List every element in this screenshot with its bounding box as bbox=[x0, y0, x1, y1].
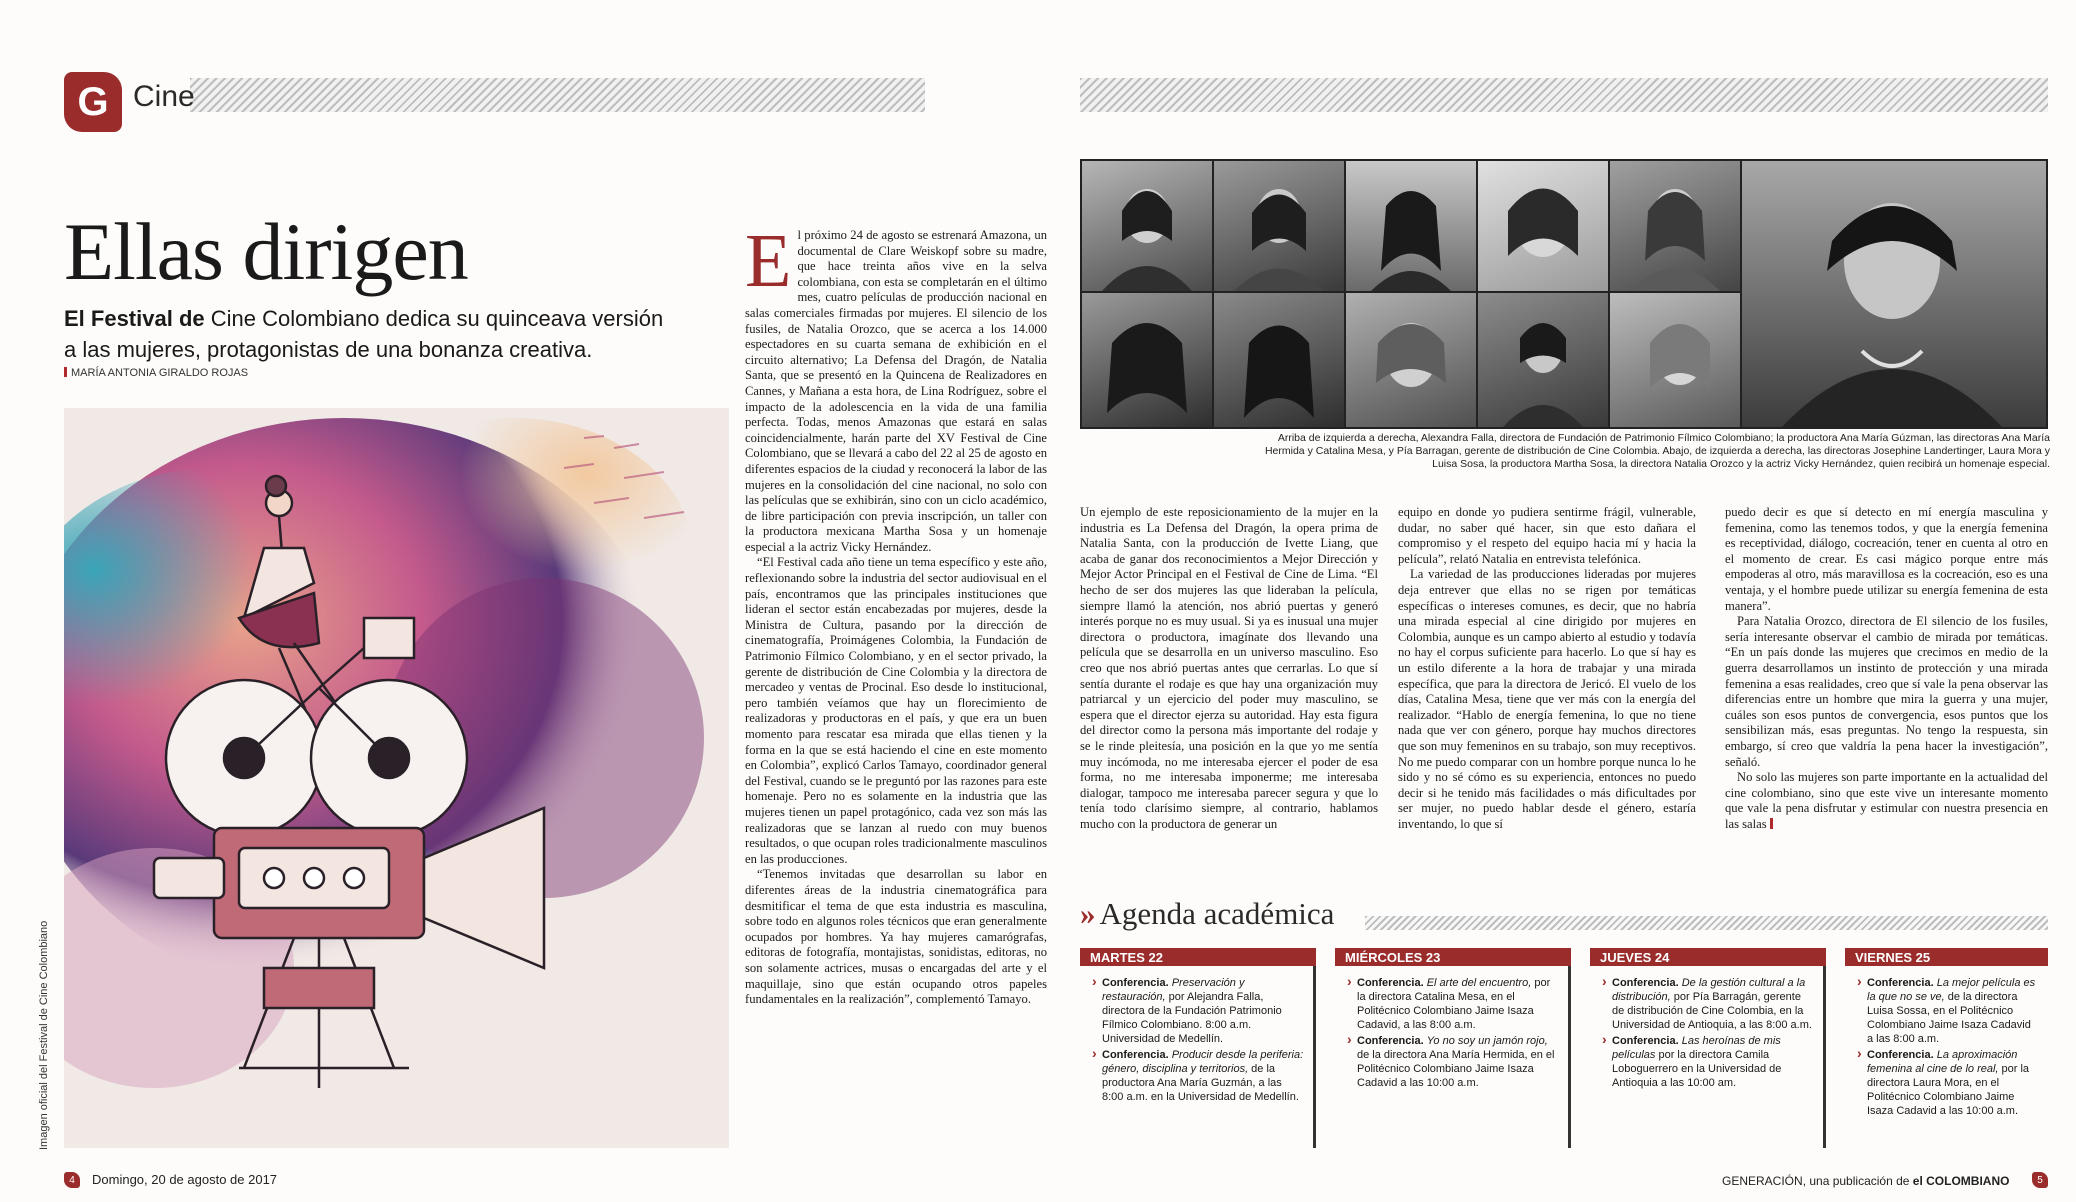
portrait-grid bbox=[1080, 159, 2048, 429]
article-column-1 bbox=[745, 219, 1047, 1008]
agenda-item-title: Yo no soy un jamón rojo, bbox=[1426, 1035, 1548, 1047]
agenda-day-body bbox=[1335, 966, 1571, 1148]
article-paragraph bbox=[1725, 770, 2048, 832]
agenda-item bbox=[1347, 976, 1560, 1032]
article-column-4 bbox=[1725, 505, 2048, 832]
agenda-item-kind: Conferencia. bbox=[1867, 1049, 1934, 1061]
subhead-rest: Cine Colombiano dedica su quinceava versión a las mujeres, protagonistas de una bonanza creativa. bbox=[64, 306, 664, 362]
portrait-photo bbox=[1610, 161, 1740, 291]
agenda-item-title: Preservación y restauración, bbox=[1102, 977, 1245, 1003]
agenda-item-detail: por Pía Barragán, gerente de distribución de Cine Colombia, en la Universidad de Antioquia, a las 8:00 a.m. bbox=[1612, 991, 1812, 1031]
agenda-item-kind: Conferencia. bbox=[1612, 1035, 1679, 1047]
paragraph-text: No solo las mujeres son parte importante en la actualidad del cine colombiano, sino que este vive un interesante momento que vale la pena disfrutar y estimular con nuestra presencia en las salas bbox=[1725, 770, 2048, 831]
agenda-day bbox=[1845, 948, 2048, 1148]
agenda-item-detail: de la directora Ana María Hermida, en el Politécnico Colombiano Jaime Isaza Cadavid a las 10:00 a.m. bbox=[1357, 1049, 1555, 1089]
agenda-item-kind: Conferencia. bbox=[1357, 1035, 1424, 1047]
article-column-3 bbox=[1398, 505, 1696, 832]
article-paragraph bbox=[745, 219, 1047, 555]
portrait-photo bbox=[1214, 293, 1344, 427]
paragraph-text: l próximo 24 de agosto se estrenará Amazona, un documental de Clare Weiskopf sobre su madre, que hace treinta años vive en la selva colombiana, con esta se completarán en el último mes, cuatro películas de producción nacional en salas comerciales firmadas por mujeres. El silencio de los fusiles, de Natalia Orozco, que se acerca a los 14.000 espectadores en su cuarta semana de exhibición en el circuito alternativo; La Defensa del Dragón, de Natalia Santa, que se presentó en la Quincena de Realizadores en Cannes, y Mañana a esta hora, de Lina Rodríguez, sobre el impacto de la adolescencia en la vida de una familia perfecta. Todas, menos Amazonas que estará en salas coincidencialmente, harán parte del XV Festival de Cine Colombiano, que se llevará a cabo del 22 al 25 de agosto en diferentes espacios de la ciudad y reconocerá la labor de las mujeres en la consolidación del cine nacional, no solo con las películas que se exhibirán, sino con un ciclo académico, de libre participación con previa inscripción, un taller con la productora mexicana Martha Sosa y un homenaje especial a la actriz Vicky Hernández. bbox=[745, 228, 1047, 554]
festival-illustration bbox=[64, 408, 729, 1148]
article-paragraph: “Tenemos invitadas que desarrollan su labor en diferentes áreas de la industria cinematográfica para desmitificar el tema de que esta industria es masculina, sobre todo en algunos roles técnicos que eran generalmente ocupados por hombres. Ya hay mujeres camarógrafas, editoras de fotografía, montajistas, sonidistas, editoras, no son solamente actrices, musas o encargadas del arte y el maquillaje, sino que están ocupando otros papeles fundamentales en la realización”, complementó Tamayo. bbox=[745, 867, 1047, 1007]
publication-connector: , una publicación de bbox=[1802, 1174, 1913, 1188]
byline: MARÍA ANTONIA GIRALDO ROJAS bbox=[64, 367, 248, 379]
portrait-photo bbox=[1610, 293, 1740, 427]
portrait-photo bbox=[1346, 161, 1476, 291]
agenda-item-detail: por Alejandra Falla, directora de la Fundación Patrimonio Fílmico Colombiano. 8:00 a.m. Universidad de Medellín. bbox=[1102, 991, 1282, 1045]
publication-credit bbox=[1722, 1174, 2009, 1188]
portrait-photo bbox=[1082, 293, 1212, 427]
agenda-item bbox=[1857, 1048, 2040, 1118]
agenda-item bbox=[1092, 976, 1305, 1046]
agenda-item-detail: de la directora Luisa Sossa, en el Politécnico Colombiano Jaime Isaza Cadavid a las 8:00 a.m. bbox=[1867, 991, 2031, 1045]
section-label: Cine bbox=[133, 80, 195, 113]
agenda-item-title: La mejor película es la que no se ve, bbox=[1867, 977, 2036, 1003]
agenda-item-detail: por la directora Catalina Mesa, en el Politécnico Colombiano Jaime Isaza Cadavid, a las 8:00 a.m. bbox=[1357, 977, 1551, 1031]
agenda-item-title: El arte del encuentro, bbox=[1426, 977, 1532, 989]
agenda-title bbox=[1080, 896, 1334, 932]
article-paragraph: Para Natalia Orozco, directora de El silencio de los fusiles, sería interesante observar el cambio de mirada por temáticas. “En un país donde las mujeres que crecimos en medio de la guerra desarrollamos un instinto de protección y una mirada femenina a esas realidades, creo que sí vale la pena observar las diferencias entre un hombre que mira la guerra y una mujer, cuáles son esos puntos de convergencia, esos puntos que los sensibilizan más, esas preguntas. No tengo la respuesta, sin embargo, sí creo que valdría la pena hacer la investigación”, señaló. bbox=[1725, 614, 2048, 769]
portrait-photo bbox=[1478, 161, 1608, 291]
headline: Ellas dirigen bbox=[64, 206, 468, 297]
article-paragraph: La variedad de las producciones lideradas por mujeres deja entrever que ellas no se rigen por temáticas específicas o intereses comunes, es decir, que no habría una mirada especial al cine dirigido por mujeres en Colombia, aunque es un campo abierto al estudio y todavía no hay el corpus suficiente para hacerlo. Lo que sí hay es un estilo diferente a la hora de trabajar y una mirada específica, que para la directora de Jericó. El vuelo de los días, Catalina Mesa, tiene que ver más con la energía del realizador. “Hablo de energía femenina, lo que no tiene nada que ver con género, porque hay muchos directores que son muy femeninos en su trabajo, son muy receptivos. No me puedo comparar con un hombre porque nunca lo he sido y no sé cómo es su experiencia, entonces no puedo decir si he tenido más facilidades o más dificultades por ser mujer, no puedo hablar desde el género, estaría inventando, lo que sí bbox=[1398, 567, 1696, 831]
agenda-day-body bbox=[1845, 966, 2048, 1148]
portrait-photo bbox=[1478, 293, 1608, 427]
agenda-item-kind: Conferencia. bbox=[1102, 1049, 1169, 1061]
agenda-item bbox=[1602, 976, 1815, 1032]
publication-name: GENERACIÓN bbox=[1722, 1174, 1803, 1188]
subhead bbox=[64, 303, 664, 365]
agenda-item-detail: por la directora Laura Mora, en el Politécnico Colombiano Jaime Isaza Cadavid a las 10:00 a.m. bbox=[1867, 1063, 2030, 1117]
agenda-item bbox=[1092, 1048, 1305, 1104]
agenda-day-header: MIÉRCOLES 23 bbox=[1335, 948, 1571, 966]
agenda-item bbox=[1347, 1034, 1560, 1090]
page-number-right: 5 bbox=[2032, 1172, 2048, 1188]
agenda-item bbox=[1857, 976, 2040, 1046]
article-column-2 bbox=[1080, 505, 1378, 832]
article-paragraph: equipo en donde yo pudiera sentirme frágil, vulnerable, dudar, no saber qué hacer, sin que esto dañara el compromiso y el respeto del equipo hacia mí y hacia la película”, relató Natalia en entrevista telefónica. bbox=[1398, 505, 1696, 566]
portrait-photo bbox=[1082, 161, 1212, 291]
article-paragraph: puedo decir es que sí detecto en mí energía masculina y femenina, como las tenemos todos, y que la energía femenina es receptividad, diálogo, cocreación, tener en cuenta al otro en el momento de crear. Es casi mágico porque entre más empoderas al otro, más maravillosa es la cocreación, eso es una ventaja, y el hombre puede utilizar su energía femenina de esta manera”. bbox=[1725, 505, 2048, 613]
issue-date: Domingo, 20 de agosto de 2017 bbox=[92, 1172, 278, 1187]
agenda-day bbox=[1080, 948, 1316, 1148]
dropcap: E bbox=[745, 219, 792, 303]
article-paragraph: Un ejemplo de este reposicionamiento de la mujer en la industria es La Defensa del Dragón, la opera prima de Natalia Santa, con la producción de Ivette Liang, que acaba de ganar dos reconocimientos a Mejor Dirección y Mejor Actor Principal en el Festival de Cine de Lima. “El hecho de ser dos mujeres las que lideraban la película, siempre llamó la atención, nos abrió puertas y generó interés porque no es muy usual. Si ya es inusual una mujer directora o productora, imagínate dos llevando una película que se desarrolla en un universo masculino. Eso creo que nos abrió puertas antes que cerrarlas. Lo que sí sentía durante el rodaje es que hay una organización muy patriarcal y un ejercicio del poder muy masculino, se espera que el director ejerza su autoridad. Hay esta figura del director como la persona más importante del rodaje y se le rinde pleitesía, una posición en la que yo me sentía muy incómoda, no me interesaba ejercer el poder de esa forma, no me interesaba imponerme; me interesaba dialogar, tampoco me interesaba parecer segura y que lo tenía todo clarísimo siempre, al contrario, hablamos mucho con la productora de generar un bbox=[1080, 505, 1378, 831]
agenda-item-kind: Conferencia. bbox=[1357, 977, 1424, 989]
agenda-day bbox=[1335, 948, 1571, 1148]
agenda-rule bbox=[1365, 916, 2048, 930]
page-number-left: 4 bbox=[64, 1172, 80, 1188]
agenda-day-body bbox=[1080, 966, 1316, 1148]
agenda-item-kind: Conferencia. bbox=[1102, 977, 1169, 989]
portrait-photo bbox=[1346, 293, 1476, 427]
agenda-day-header: VIERNES 25 bbox=[1845, 948, 2048, 966]
header-band-right bbox=[1080, 78, 2048, 112]
subhead-lead: El Festival de bbox=[64, 306, 205, 331]
portrait-photo bbox=[1214, 161, 1344, 291]
agenda-day bbox=[1590, 948, 1826, 1148]
agenda-item-title: La aproximación femenina al cine de lo real, bbox=[1867, 1049, 2018, 1075]
agenda-item-kind: Conferencia. bbox=[1612, 977, 1679, 989]
agenda-day-header: JUEVES 24 bbox=[1590, 948, 1826, 966]
agenda-item-detail: por la directora Camila Loboguerrero en la Universidad de Antioquia a las 10:00 am. bbox=[1612, 1049, 1782, 1089]
publisher-brand: el COLOMBIANO bbox=[1912, 1174, 2010, 1188]
chevron-right-icon: » bbox=[1080, 896, 1096, 931]
illustration-svg bbox=[64, 408, 729, 1148]
illustration-credit: Imagen oficial del Festival de Cine Colombiano bbox=[38, 920, 50, 1150]
agenda-item-title: Las heroínas de mis películas bbox=[1612, 1035, 1781, 1061]
header-band-left bbox=[190, 78, 925, 112]
agenda-item-detail: de la productora Ana María Guzmán, a las 8:00 a.m. en la Universidad de Medellín. bbox=[1102, 1063, 1299, 1103]
section-logo: G bbox=[64, 72, 122, 132]
agenda-item-title: De la gestión cultural a la distribución, bbox=[1612, 977, 1806, 1003]
agenda-title-text: Agenda académica bbox=[1099, 896, 1335, 931]
end-mark bbox=[1770, 818, 1773, 829]
portrait-photo-large bbox=[1742, 161, 2046, 427]
agenda-item-kind: Conferencia. bbox=[1867, 977, 1934, 989]
agenda-day-body bbox=[1590, 966, 1826, 1148]
agenda-item bbox=[1602, 1034, 1815, 1090]
agenda-day-header: MARTES 22 bbox=[1080, 948, 1316, 966]
article-paragraph: “El Festival cada año tiene un tema específico y este año, reflexionando sobre la industria del sector audiovisual en el país, encontramos que las principales instituciones que lideran el sector están encabezadas por mujeres, desde la Ministra de Cultura, pasando por la dirección de cinematografía, Proimágenes Colombia, la Fundación de Patrimonio Fílmico Colombiano, y en el sector privado, la gerente de distribución de Cine Colombia y la directora de mercadeo y ventas de Procinal. Eso desde lo institucional, pero también veíamos que hay un florecimiento de realizadoras y productoras en el país, y que era un buen momento para rescatar esa mirada que ellas tienen y la forma en la que se está haciendo el cine en este momento en Colombia”, explicó Carlos Tamayo, coordinador general del Festival, cuando se le preguntó por las razones para este homenaje. Pero no es solamente en la industria que las mujeres tienen un papel protagónico, cada vez son más las realizadoras que se lanzan al ruedo con muy buenos resultados, o que ocupan roles tradicionalmente masculinos en las producciones. bbox=[745, 555, 1047, 866]
agenda-item-title: Producir desde la periferia: género, disciplina y territorios, bbox=[1102, 1049, 1304, 1075]
photo-caption: Arriba de izquierda a derecha, Alexandra Falla, directora de Fundación de Patrimonio Fílmico Colombiano; la productora Ana María Gúzman, las directoras Ana María Hermida y Catalina Mesa, y Pía Barragan, gerente de distribución de Cine Colombia. Abajo, de izquierda a derecha, las directoras Josephine Landertinger, Laura Mora y Luisa Sosa, la productora Martha Sosa, la directora Natalia Orozco y la actriz Vicky Hernández, quien recibirá un homenaje especial. bbox=[1264, 432, 2050, 470]
